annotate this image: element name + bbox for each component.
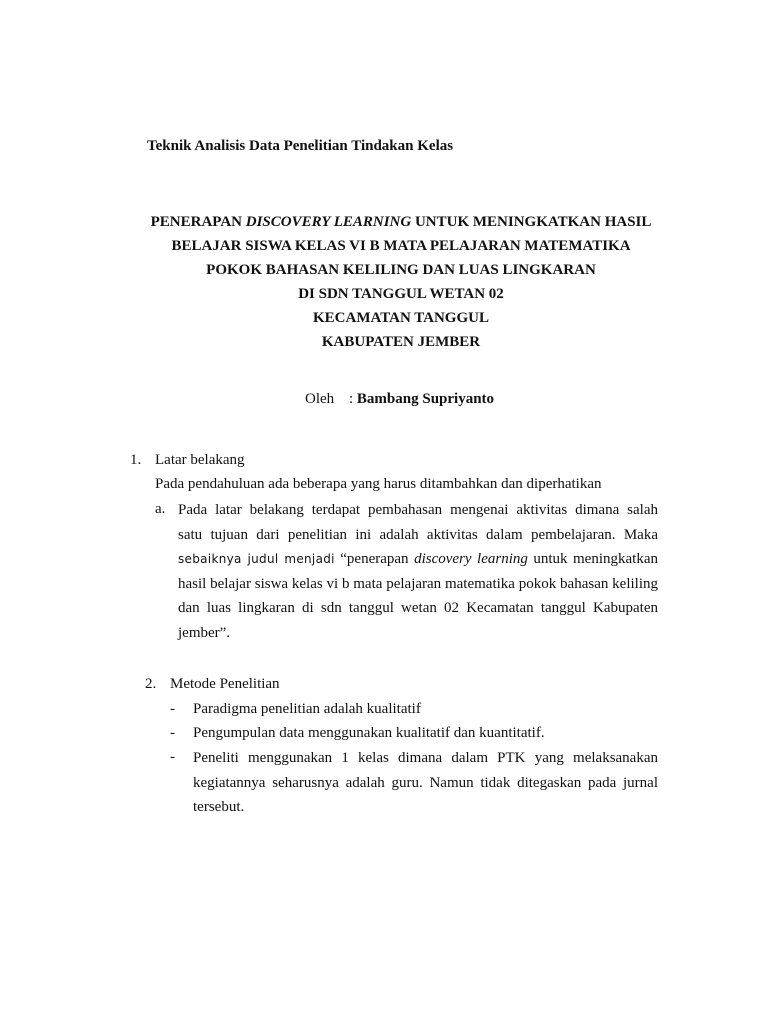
item-a-line-3-suggestion: sebaiknya judul menjadi xyxy=(178,552,335,566)
bullet-3-text xyxy=(193,746,658,820)
author-name: Bambang Supriyanto xyxy=(356,391,495,407)
title-line-2: BELAJAR SISWA KELAS VI B MATA PELAJARAN MATEMATIKA xyxy=(171,238,631,254)
item-a-line-2: satu tujuan dari penelitian ini adalah aktivitas dalam pembelajaran. Maka xyxy=(178,526,658,543)
author-label: Oleh xyxy=(305,391,335,407)
author-line xyxy=(305,391,494,408)
item-a-line-3-italic: discovery learning xyxy=(414,551,528,567)
bullet-3-line-3: tersebut. xyxy=(193,799,245,815)
bullet-1-marker: - xyxy=(170,701,175,717)
title-line-6: KABUPATEN JEMBER xyxy=(321,334,481,350)
bullet-3-marker: - xyxy=(170,749,175,765)
item-a-line-3-end: untuk meningkatkan xyxy=(527,551,658,567)
title-line-1-start: PENERAPAN xyxy=(150,214,246,230)
title-line-5: KECAMATAN TANGGUL xyxy=(313,310,489,326)
title-line-1 xyxy=(100,210,702,234)
section-1-intro: Pada pendahuluan ada beberapa yang harus ditambahkan dan diperhatikan xyxy=(155,476,602,492)
bullet-2-text: Pengumpulan data menggunakan kualitatif dan kuantitatif. xyxy=(193,725,545,741)
item-a-line-3-quote: “penerapan xyxy=(334,551,415,567)
title-line-1-italic: DISCOVERY LEARNING xyxy=(245,214,412,230)
author-separator: : xyxy=(349,391,357,407)
section-1-number: 1. xyxy=(130,452,142,468)
title-line-3: POKOK BAHASAN KELILING DAN LUAS LINGKARAN xyxy=(206,262,596,278)
section-2-title: Metode Penelitian xyxy=(170,676,280,692)
bullet-2-marker: - xyxy=(170,725,175,741)
title-line-1-end: UNTUK MENINGKATKAN HASIL xyxy=(411,214,652,230)
document-heading: Teknik Analisis Data Penelitian Tindakan Kelas xyxy=(147,138,454,154)
bullet-3-line-2: kegiatannya seharusnya adalah guru. Namun tidak ditegaskan pada jurnal xyxy=(193,774,658,791)
item-a-marker: a. xyxy=(155,501,166,517)
item-a-line-1: Pada latar belakang terdapat pembahasan mengenai aktivitas dimana salah xyxy=(178,502,658,518)
research-title xyxy=(100,210,702,354)
item-a-line-4: hasil belajar siswa kelas vi b mata pelajaran matematika pokok bahasan keliling xyxy=(178,575,658,592)
title-line-4: DI SDN TANGGUL WETAN 02 xyxy=(298,286,504,302)
section-1-title: Latar belakang xyxy=(155,452,245,468)
item-a-text xyxy=(178,498,658,645)
section-1-heading xyxy=(130,452,141,469)
bullet-1-text: Paradigma penelitian adalah kualitatif xyxy=(193,701,421,717)
section-2-number: 2. xyxy=(145,676,157,692)
item-a-line-3 xyxy=(178,547,658,572)
bullet-3-line-1: Peneliti menggunakan 1 kelas dimana dalam PTK yang melaksanakan xyxy=(193,750,658,766)
item-a-line-5: dan luas lingkaran di sdn tanggul wetan 02 Kecamatan tanggul Kabupaten xyxy=(178,600,658,616)
item-a-line-6: jember”. xyxy=(178,624,231,641)
